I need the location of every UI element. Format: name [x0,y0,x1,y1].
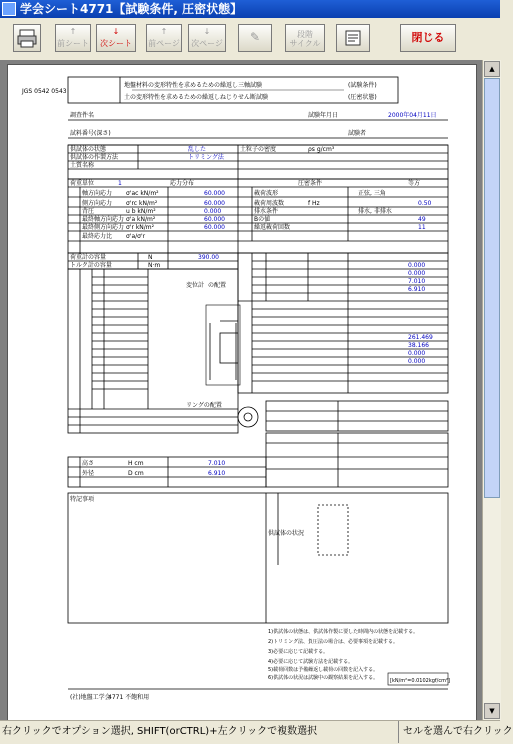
jgs-code: JGS 0542 0543 [22,88,67,95]
right-row-label-0: 載荷波形 [254,190,279,197]
form-title-suffix2: (圧密状態) [348,94,377,101]
right-value-0: 0.000 [408,262,426,269]
pencil-icon: ✎ [249,30,261,44]
footnote-3: 4)必要に応じて試験方法を記載する。 [268,659,354,665]
status-bar [0,720,513,744]
ratio-label: 応力分布 [170,180,195,187]
footer-code: 4771 不飽和用 [108,694,150,701]
load-cell-unit: N [148,254,153,261]
unit-note: [kN/m²=0.0102kgf/cm²] [390,678,450,684]
scroll-thumb[interactable] [484,78,500,498]
right-row-label-1: 載荷周波数 [254,200,285,207]
load-cell-value: 390.00 [198,254,219,261]
consolidation-label: 圧密条件 [298,180,323,187]
right-value-5: 261.469 [408,334,433,341]
right-row-unit-1: f Hz [308,200,320,207]
window-title: 学会シート4771【試験条件, 圧密状態】 [20,2,243,16]
right-value-7: 0.000 [408,350,426,357]
prep-method-label: 供試体の作製方法 [70,154,119,161]
status-hint-right: セルを選んで右クリック [398,721,503,743]
footnote-1: 2)トリミング法、負圧法の場合は、必要事項を記載する。 [268,639,399,645]
test-date-value: 2000年04月11日 [388,112,437,119]
stage-cycle-label: 段階 サイクル [289,30,321,48]
title-bar [0,0,500,18]
row-label-0: 軸方向応力 [82,190,113,197]
right-row-value-1: 0.50 [418,200,432,207]
print-button[interactable] [13,24,41,52]
prev-page-button[interactable] [146,24,182,52]
row-value-0: 60.000 [204,190,225,197]
status-hint: 右クリックでオプション選択, SHIFT(orCTRL)+左クリックで複数選択 [2,726,318,737]
right-value-3: 6.910 [408,286,426,293]
next-page-button[interactable] [188,24,226,52]
row-unit-5: σ'a/σ'r [126,233,146,240]
footnote-2: 3)必要に応じて記載する。 [268,649,329,655]
specimen-state-value: 乱した [188,146,207,153]
specimen-state-label: 供試体の状態 [70,146,107,153]
vertical-scrollbar[interactable] [482,60,501,720]
specimen-dia-value: 6.910 [208,470,226,477]
row-unit-2: u b kN/m² [126,208,156,215]
row-unit-1: σ'rc kN/m² [126,200,158,207]
row-label-4: 最終側方向応力 [82,224,125,231]
right-value-2: 7.010 [408,278,426,285]
down-arrow-icon: ↓ [112,27,120,36]
next-sheet-label: 次シート [100,39,132,48]
footnote-5: 6)供試体の状況は試験中の観察結果を記入する。 [268,675,379,681]
specimen-dia-unit: D cm [128,470,144,477]
test-date-label: 試験年月日 [308,112,339,119]
load-cell-label: 荷重計の容量 [70,254,107,261]
disp-sensor-label: 変位計 [186,282,205,289]
row-label-3: 最終軸方向応力 [82,216,125,223]
sample-label: 試料番号(深さ) [70,130,111,137]
form-drawing [8,65,476,721]
close-button[interactable] [400,24,456,52]
stage-cycle-button[interactable] [285,24,325,52]
scroll-down-icon[interactable]: ▼ [484,703,500,719]
displacement-label: の配置 [208,282,227,289]
grain-density-unit: ρs g/cm³ [308,146,335,153]
up-arrow-icon: ↑ [160,27,168,36]
right-row-label-2: 排水条件 [254,208,279,215]
row-label-2: 背圧 [82,208,95,215]
prev-sheet-label: 前シート [57,39,89,48]
tester-label: 試験者 [348,130,367,137]
form-title-line2: 土の変形特性を求めるための繰返しねじりせん断試験 [124,94,269,101]
settings-button[interactable] [336,24,370,52]
notes-label: 特記事項 [70,496,95,503]
loading-unit-value: 1 [118,180,122,187]
row-label-1: 側方向応力 [82,200,113,207]
right-value-6: 38.166 [408,342,429,349]
ring-label: リングの配置 [186,402,222,409]
right-row-value-3: 49 [418,216,426,223]
row-value-1: 60.000 [204,200,225,207]
site-label: 調査件名 [70,112,95,119]
row-value-3: 60.000 [204,216,225,223]
right-row-value-4: 11 [418,224,426,231]
right-row-label-3: Bの値 [254,216,271,223]
grain-density-label: 土粒子の密度 [240,146,277,153]
soil-class-label: 土質名称 [70,162,95,169]
specimen-height-unit: H cm [128,460,144,467]
specimen-height-label: 高さ [82,460,95,467]
form-title-suffix: (試験条件) [348,82,377,89]
row-value-4: 60.000 [204,224,225,231]
footer-org: (社)地盤工学会 [70,694,111,701]
right-value-1: 0.000 [408,270,426,277]
specimen-dia-label: 外径 [82,470,95,477]
right-row-label-4: 繰返載荷回数 [254,224,291,231]
form-sheet[interactable] [7,64,477,722]
form-title-line1: 地盤材料の変形特性を求めるための繰返し三軸試験 [124,82,263,89]
app-icon [2,2,16,16]
row-label-5: 最終応力比 [82,233,113,240]
row-value-2: 0.000 [204,208,222,215]
right-value-8: 0.000 [408,358,426,365]
torque-unit: N·m [148,262,161,269]
sketch-label: 供試体の状況 [268,530,305,537]
footnote-0: 1)供試体の状態は、供試体作製に要した時間内の状態を記載する。 [268,629,419,635]
prev-page-label: 前ページ [148,39,180,48]
prev-sheet-button[interactable] [55,24,91,52]
loading-unit-label: 荷重単位 [70,180,95,187]
toolbar [0,18,500,61]
row-unit-0: σ'ac kN/m² [126,190,159,197]
row-unit-3: σ'a kN/m² [126,216,156,223]
sheet-canvas [0,60,500,720]
row-unit-4: σ'r kN/m² [126,224,155,231]
torque-label: トルク計の容量 [70,262,112,269]
down-arrow-icon: ↓ [203,27,211,36]
up-arrow-icon: ↑ [69,27,77,36]
specimen-height-value: 7.010 [208,460,226,467]
scroll-up-icon[interactable]: ▲ [484,61,500,77]
edit-button[interactable] [238,24,272,52]
right-row-value-2: 排水, 非排水 [358,208,392,215]
right-row-value-0: 正弦, 三角 [358,190,386,197]
footnote-4: 5)載荷回数は予備繰返し載荷の回数を記入する。 [268,667,379,673]
printer-icon [14,25,40,51]
consolidation-sub: 等方 [408,180,421,187]
prep-method-value: トリミング法 [188,154,224,161]
next-sheet-button[interactable] [96,24,136,52]
settings-icon [337,25,369,51]
next-page-label: 次ページ [191,39,223,48]
close-label: 閉じる [411,31,445,44]
